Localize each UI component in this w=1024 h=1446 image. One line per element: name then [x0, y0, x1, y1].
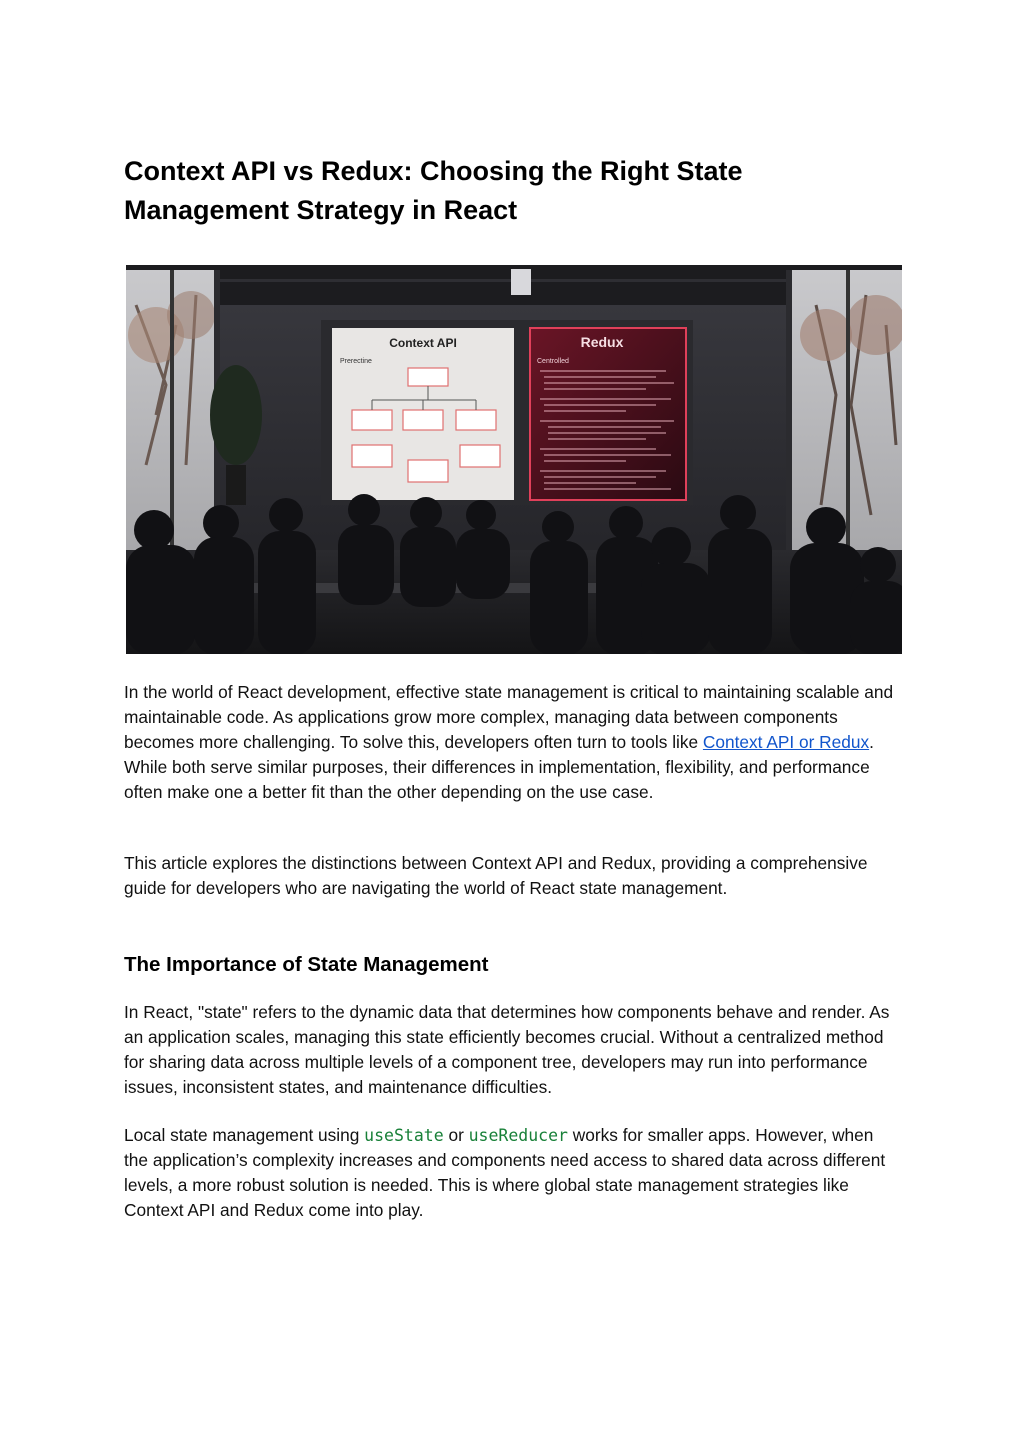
context-api-redux-link[interactable]: Context API or Redux: [702, 732, 870, 752]
right-slide-title: Redux: [580, 334, 624, 350]
usereducer-code: useReducer: [468, 1126, 568, 1145]
intro-text-after-link: . While both serve similar purposes, their differences in implementation, flexibility, and performance often make one a better fit than the other depending on the use case.: [124, 732, 874, 802]
local-state-text-2: or: [443, 1125, 469, 1145]
local-state-paragraph: [124, 1123, 902, 1223]
local-state-text-1: Local state management using: [124, 1125, 365, 1145]
presentation-photo-icon: [126, 265, 902, 654]
intro-paragraph: [124, 680, 902, 805]
left-slide-title: Context API: [389, 336, 457, 350]
right-slide-subtitle: Centrolled: [537, 358, 569, 365]
section-heading: The Importance of State Management: [124, 953, 489, 976]
local-state-text-3: works for smaller apps. However, when the application’s complexity increases and components need access to shared data across different levels, a more robust solution is needed. This is where global state management strategies like Context API and Redux come into play.: [124, 1125, 886, 1220]
overview-paragraph: This article explores the distinctions between Context API and Redux, providing a comprehensive guide for developers who are navigating the world of React state management.: [124, 853, 868, 898]
usestate-code: useState: [364, 1126, 444, 1145]
state-definition-paragraph: In React, "state" refers to the dynamic data that determines how components behave and render. As an application scales, managing this state efficiently becomes crucial. Without a centralized method for sharing data across multiple levels of a component tree, developers may run into performance issues, inconsistent states, and maintenance difficulties.: [124, 1002, 890, 1097]
intro-text-before-link: In the world of React development, effective state management is critical to maintaining scalable and maintainable code. As applications grow more complex, managing data between components becomes more challenging. To solve this, developers often turn to tools like: [124, 682, 894, 752]
left-slide-subtitle: Prerectine: [340, 358, 372, 365]
article-title: Context API vs Redux: Choosing the Right State Management Strategy in React: [124, 156, 743, 225]
hero-image: [126, 265, 902, 654]
